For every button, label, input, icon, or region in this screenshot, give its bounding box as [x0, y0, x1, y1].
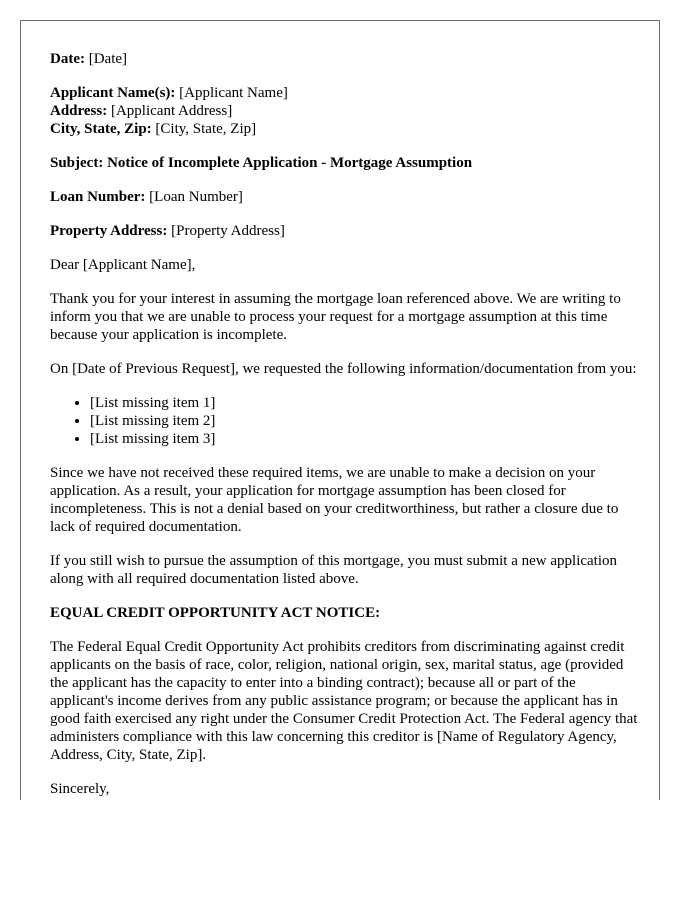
ecoa-heading-text: EQUAL CREDIT OPPORTUNITY ACT NOTICE: — [50, 605, 381, 621]
loan-number-line — [50, 188, 640, 206]
missing-item: • [List missing item 2] — [90, 412, 640, 430]
loan-number-label: Loan Number: — [50, 189, 146, 205]
missing-items-list — [50, 394, 640, 448]
property-address-line — [50, 222, 640, 240]
address-line — [50, 102, 640, 120]
subject-text: Subject: Notice of Incomplete Application - Mortgage Assumption — [50, 155, 473, 171]
date-line — [50, 50, 640, 68]
city-state-zip-value: [City, State, Zip] — [155, 121, 257, 137]
salutation: Dear [Applicant Name], — [50, 257, 196, 273]
applicant-name-line — [50, 84, 640, 102]
city-state-zip-label: City, State, Zip: — [50, 121, 152, 137]
address-label: Address: — [50, 103, 108, 119]
ecoa-heading — [50, 604, 640, 622]
ecoa-notice-paragraph: The Federal Equal Credit Opportunity Act prohibits creditors from discriminating against credit applicants on the basis of race, color, religion, national origin, sex, marital status, age (provided the applicant has the capacity to enter into a binding contract); because all or part of the applicant's income derives from any public assistance program; or because the applicant has in good faith exercised any right under the Consumer Credit Protection Act. The Federal agency that administers compliance with this law concerning this creditor is [Name of Regulatory Agency, Address, City, State, Zip]. — [50, 639, 638, 763]
date-label: Date: — [50, 51, 85, 67]
property-address-label: Property Address: — [50, 223, 168, 239]
closing: Sincerely, — [50, 781, 110, 797]
letter-content — [50, 50, 640, 800]
property-address-value: [Property Address] — [171, 223, 285, 239]
subject-line — [50, 154, 640, 172]
applicant-name-label: Applicant Name(s): — [50, 85, 176, 101]
reapply-paragraph: If you still wish to pursue the assumption of this mortgage, you must submit a new application along with all required documentation listed above. — [50, 553, 618, 587]
intro-paragraph: Thank you for your interest in assuming the mortgage loan referenced above. We are writing to inform you that we are unable to process your request for a mortgage assumption at this time because your application is incomplete. — [50, 291, 621, 343]
city-state-zip-line — [50, 120, 640, 138]
closure-paragraph: Since we have not received these required items, we are unable to make a decision on your application. As a result, your application for mortgage assumption has been closed for incompleteness. This is not a denial based on your creditworthiness, but rather a closure due to lack of required documentation. — [50, 465, 619, 535]
loan-number-value: [Loan Number] — [149, 189, 243, 205]
letter-page — [20, 20, 660, 800]
previous-request-paragraph: On [Date of Previous Request], we requested the following information/documentation from you: — [50, 361, 637, 377]
applicant-name-value: [Applicant Name] — [179, 85, 288, 101]
missing-item: • [List missing item 3] — [90, 430, 640, 448]
missing-item: • [List missing item 1] — [90, 394, 640, 412]
address-value: [Applicant Address] — [110, 103, 233, 119]
date-value: [Date] — [88, 51, 128, 67]
